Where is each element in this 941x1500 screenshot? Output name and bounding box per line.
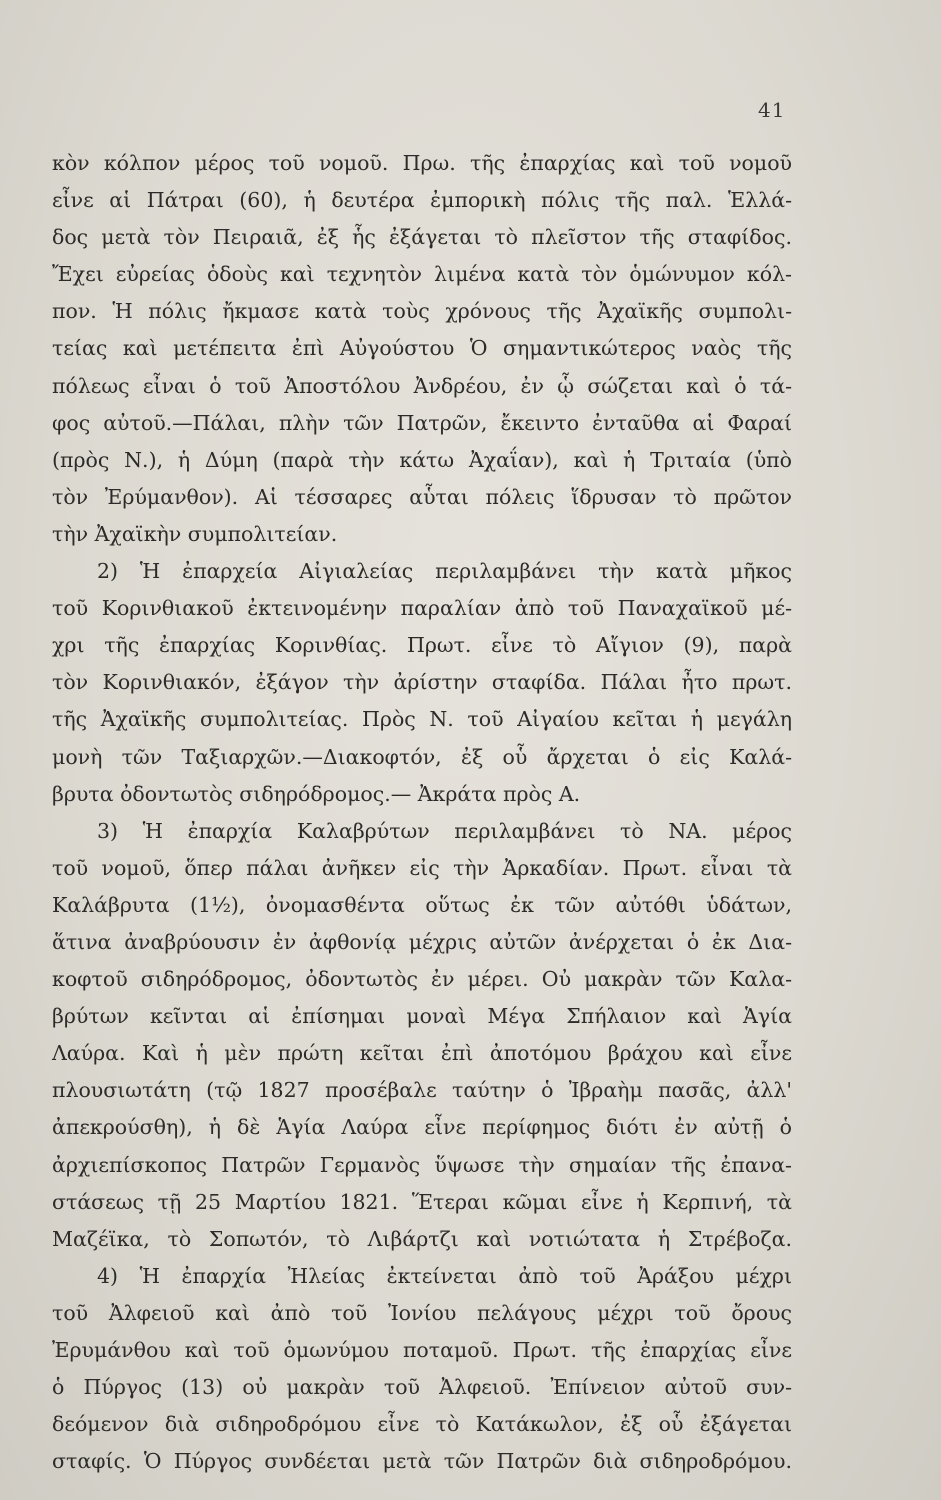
- text-line: 2) Ἡ ἐπαρχεία Αἰγιαλείας περιλαμβάνει τὴν κατὰ μῆκος: [97, 559, 792, 584]
- body-text: [52, 145, 792, 1480]
- text-line: μονὴ τῶν Ταξιαρχῶν.—Διακοφτόν, ἐξ οὗ ἄρχεται ὁ εἰς Καλά-: [52, 744, 792, 769]
- text-line: τοῦ Κορινθιακοῦ ἐκτεινομένην παραλίαν ἀπὸ τοῦ Παναχαϊκοῦ μέ-: [52, 596, 792, 621]
- text-line: βρυτα ὀδοντωτὸς σιδηρόδρομος.— Ἀκράτα πρὸς Α.: [52, 781, 581, 806]
- text-line: στάσεως τῇ 25 Μαρτίου 1821. Ἕτεραι κῶμαι εἶνε ἡ Κερπινή, τὰ: [52, 1189, 792, 1214]
- text-line: πόλεως εἶναι ὁ τοῦ Ἀποστόλου Ἀνδρέου, ἐν ᾧ σώζεται καὶ ὁ τά-: [52, 373, 792, 398]
- text-line: τοῦ νομοῦ, ὅπερ πάλαι ἀνῆκεν εἰς τὴν Ἀρκαδίαν. Πρωτ. εἶναι τὰ: [52, 855, 792, 880]
- text-line: ἅτινα ἀναβρύουσιν ἐν ἀφθονίᾳ μέχρις αὐτῶν ἀνέρχεται ὁ ἐκ Δια-: [52, 929, 792, 954]
- text-line: 4) Ἡ ἐπαρχία Ἠλείας ἐκτείνεται ἀπὸ τοῦ Ἀράξου μέχρι: [97, 1263, 792, 1288]
- text-line: δεόμενον διὰ σιδηροδρόμου εἶνε τὸ Κατάκωλον, ἐξ οὗ ἐξάγεται: [52, 1412, 792, 1437]
- text-line: δος μετὰ τὸν Πειραιᾶ, ἐξ ἧς ἐξάγεται τὸ πλεῖστον τῆς σταφίδος.: [52, 225, 792, 250]
- text-line: Καλάβρυτα (1½), ὀνομασθέντα οὕτως ἐκ τῶν αὐτόθι ὑδάτων,: [52, 892, 792, 917]
- text-line: πλουσιωτάτη (τῷ 1827 προσέβαλε ταύτην ὁ Ἰβραὴμ πασᾶς, ἀλλ': [52, 1078, 792, 1103]
- text-line: εἶνε αἱ Πάτραι (60), ἡ δευτέρα ἐμπορικὴ πόλις τῆς παλ. Ἑλλά-: [52, 188, 792, 213]
- text-line: Μαζέϊκα, τὸ Σοπωτόν, τὸ Λιβάρτζι καὶ νοτιώτατα ἡ Στρέβοζα.: [52, 1226, 792, 1251]
- text-line: πον. Ἡ πόλις ἤκμασε κατὰ τοὺς χρόνους τῆς Ἀχαϊκῆς συμπολι-: [52, 299, 792, 324]
- text-line: τὸν Ἐρύμανθον). Αἱ τέσσαρες αὗται πόλεις ἵδρυσαν τὸ πρῶτον: [52, 484, 792, 509]
- text-line: τείας καὶ μετέπειτα ἐπὶ Αὐγούστου Ὁ σημαντικώτερος ναὸς τῆς: [52, 336, 792, 361]
- text-line: Ἔχει εὐρείας ὁδοὺς καὶ τεχνητὸν λιμένα κατὰ τὸν ὁμώνυμον κόλ-: [52, 262, 792, 287]
- text-line: κοφτοῦ σιδηρόδρομος, ὀδοντωτὸς ἐν μέρει. Οὐ μακρὰν τῶν Καλα-: [52, 967, 792, 992]
- text-line: βρύτων κεῖνται αἱ ἐπίσημαι μοναὶ Μέγα Σπήλαιον καὶ Ἁγία: [52, 1004, 792, 1029]
- text-line: (πρὸς Ν.), ἡ Δύμη (παρὰ τὴν κάτω Ἀχαΐαν), καὶ ἡ Τριταία (ὑπὸ: [52, 447, 792, 472]
- text-line: τῆς Ἀχαϊκῆς συμπολιτείας. Πρὸς Ν. τοῦ Αἰγαίου κεῖται ἡ μεγάλη: [52, 707, 792, 732]
- text-line: Ἐρυμάνθου καὶ τοῦ ὁμωνύμου ποταμοῦ. Πρωτ. τῆς ἐπαρχίας εἶνε: [52, 1338, 792, 1362]
- text-line: ἀπεκρούσθη), ἡ δὲ Ἁγία Λαύρα εἶνε περίφημος διότι ἐν αὐτῇ ὁ: [52, 1115, 792, 1140]
- page-number: 41: [758, 98, 786, 122]
- text-line: τοῦ Ἀλφειοῦ καὶ ἀπὸ τοῦ Ἰονίου πελάγους μέχρι τοῦ ὄρους: [52, 1300, 792, 1325]
- text-line: ὁ Πύργος (13) οὐ μακρὰν τοῦ Ἀλφειοῦ. Ἐπίνειον αὐτοῦ συν-: [52, 1375, 792, 1400]
- text-line: τὸν Κορινθιακόν, ἐξάγον τὴν ἀρίστην σταφίδα. Πάλαι ἦτο πρωτ.: [52, 670, 792, 695]
- text-line: τὴν Ἀχαϊκὴν συμπολιτείαν.: [52, 521, 338, 546]
- text-line: φος αὐτοῦ.—Πάλαι, πλὴν τῶν Πατρῶν, ἔκειντο ἐνταῦθα αἱ Φαραί: [52, 410, 792, 435]
- text-line: Λαύρα. Καὶ ἡ μὲν πρώτη κεῖται ἐπὶ ἀποτόμου βράχου καὶ εἶνε: [52, 1041, 792, 1066]
- text-line: ἀρχιεπίσκοπος Πατρῶν Γερμανὸς ὕψωσε τὴν σημαίαν τῆς ἐπανα-: [52, 1152, 792, 1177]
- text-line: κὸν κόλπον μέρος τοῦ νομοῦ. Πρω. τῆς ἐπαρχίας καὶ τοῦ νομοῦ: [52, 151, 792, 175]
- text-line: χρι τῆς ἐπαρχίας Κορινθίας. Πρωτ. εἶνε τὸ Αἴγιον (9), παρὰ: [52, 633, 792, 658]
- text-line: σταφίς. Ὁ Πύργος συνδέεται μετὰ τῶν Πατρῶν διὰ σιδηροδρόμου.: [52, 1449, 792, 1474]
- text-line: 3) Ἡ ἐπαρχία Καλαβρύτων περιλαμβάνει τὸ ΝΑ. μέρος: [97, 818, 792, 843]
